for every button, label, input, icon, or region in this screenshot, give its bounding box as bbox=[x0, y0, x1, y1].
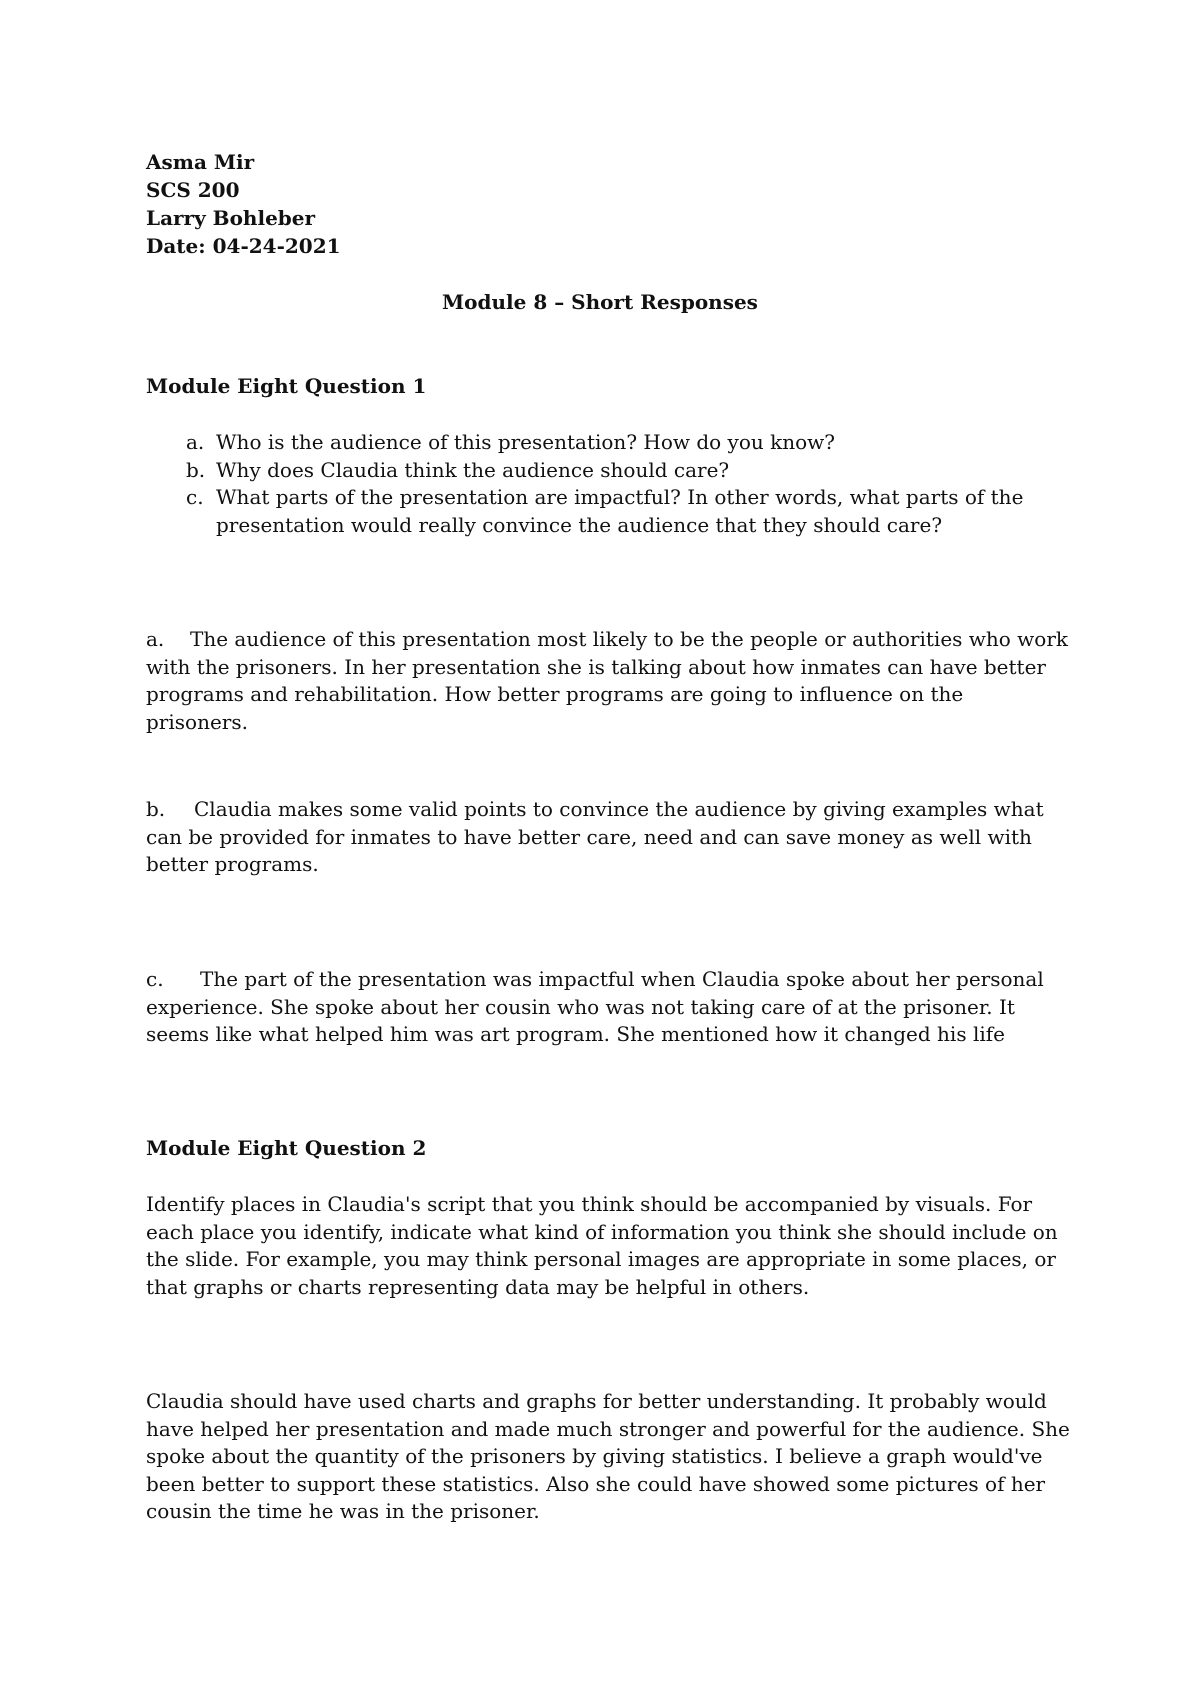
question2-prompt: Identify places in Claudia's script that you think should be accompanied by visuals. For each place you identify, indicate what kind of information you think she should include on the slide. For example, you may think personal images are appropriate in some places, or that graphs or charts representing data may be helpful in others. bbox=[146, 1192, 1058, 1299]
answer-a bbox=[146, 626, 1071, 736]
question2-answer: Claudia should have used charts and graphs for better understanding. It probably would have helped her presentation and made much stronger and powerful for the audience. She spoke about the quantity of the prisoners by giving statistics. I believe a graph would've been better to support these statistics. Also she could have showed some pictures of her cousin the time he was in the prisoner. bbox=[146, 1389, 1070, 1523]
list-item-text: What parts of the presentation are impactful? In other words, what parts of the presentation would really convince the audience that they should care? bbox=[216, 485, 1024, 537]
question1-list bbox=[186, 429, 1066, 539]
answer-text: The part of the presentation was impactful when Claudia spoke about her personal experience. She spoke about her cousin who was not taking care of at the prisoner. It seems like what helped him was art program. She mentioned how it changed his life bbox=[146, 967, 1044, 1046]
document-title: Module 8 – Short Responses bbox=[442, 290, 758, 314]
submission-date: Date: 04-24-2021 bbox=[146, 234, 341, 258]
answer-b bbox=[146, 796, 1071, 879]
list-item-text: Why does Claudia think the audience should care? bbox=[216, 457, 730, 482]
student-name: Asma Mir bbox=[146, 150, 255, 174]
answer-label: c. bbox=[146, 967, 164, 991]
list-marker: b. bbox=[186, 457, 206, 482]
list-marker: c. bbox=[186, 485, 204, 509]
answer-label: b. bbox=[146, 797, 166, 821]
answer-c bbox=[146, 966, 1071, 1049]
list-item bbox=[186, 457, 1066, 485]
list-item-text: Who is the audience of this presentation? How do you know? bbox=[216, 430, 836, 454]
document-header bbox=[146, 148, 1076, 260]
question2-heading: Module Eight Question 2 bbox=[146, 1136, 427, 1160]
answer-text: The audience of this presentation most likely to be the people or authorities who work with the prisoners. In her presentation she is talking about how inmates can have better programs and rehabilitation. How better programs are going to influence on the prisoners. bbox=[146, 627, 1069, 734]
list-marker: a. bbox=[186, 430, 205, 454]
answer-label: a. bbox=[146, 627, 165, 651]
answer-text: Claudia makes some valid points to convince the audience by giving examples what can be provided for inmates to have better care, need and can save money as well with better programs. bbox=[146, 797, 1044, 876]
course-code: SCS 200 bbox=[146, 178, 240, 202]
list-item bbox=[186, 484, 1066, 539]
instructor-name: Larry Bohleber bbox=[146, 206, 316, 230]
list-item bbox=[186, 429, 1066, 457]
question1-heading: Module Eight Question 1 bbox=[146, 374, 427, 398]
